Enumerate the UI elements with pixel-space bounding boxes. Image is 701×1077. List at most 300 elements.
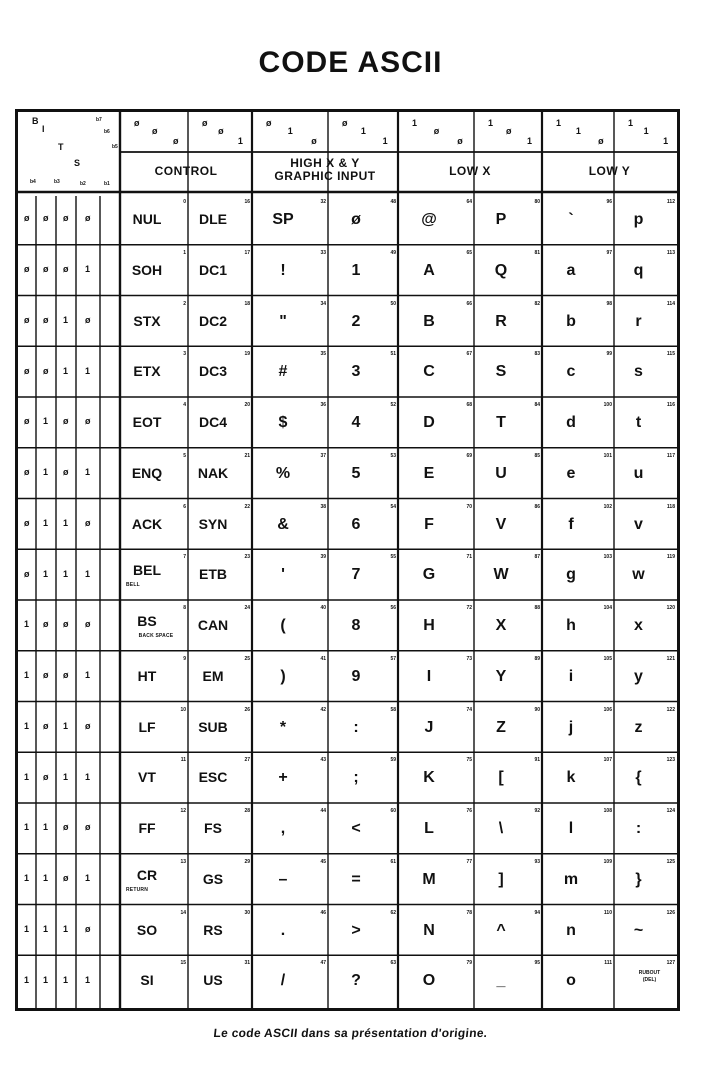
- column-bit: ø: [202, 118, 208, 128]
- character: L: [424, 820, 434, 837]
- character: \: [498, 820, 504, 837]
- column-bit: 1: [527, 136, 533, 146]
- character: &: [277, 515, 289, 533]
- decimal-code: 6: [183, 503, 186, 510]
- corner-bit-number: b6: [104, 129, 110, 135]
- row-bit: ø: [63, 467, 69, 478]
- decimal-code: 19: [244, 351, 250, 358]
- decimal-code: 95: [534, 960, 540, 967]
- row-bit: 1: [24, 771, 30, 782]
- control-code-description: RETURN: [126, 886, 149, 893]
- decimal-code: 30: [244, 909, 250, 916]
- column-bit: ø: [505, 126, 512, 136]
- character: X: [495, 617, 507, 634]
- character: <: [351, 820, 361, 837]
- control-code: EM: [202, 667, 224, 684]
- character: q: [633, 261, 644, 279]
- decimal-code: 69: [466, 452, 472, 459]
- control-code: FS: [204, 820, 222, 836]
- control-code: DC2: [198, 312, 227, 329]
- column-bit: 1: [663, 136, 669, 146]
- row-bit: ø: [24, 314, 30, 325]
- column-bit: ø: [457, 136, 463, 146]
- character: =: [351, 870, 361, 888]
- decimal-code: 98: [606, 300, 612, 307]
- decimal-code: 28: [244, 808, 250, 814]
- character: Q: [494, 261, 508, 279]
- character: ø: [351, 211, 361, 228]
- character: r: [635, 312, 642, 330]
- character: n: [566, 921, 576, 939]
- character: J: [424, 718, 434, 736]
- character: 8: [351, 617, 361, 634]
- character: *: [279, 718, 287, 736]
- decimal-code: 66: [466, 300, 472, 307]
- decimal-code: 115: [666, 351, 675, 358]
- character: b: [566, 312, 576, 330]
- control-code: US: [203, 972, 223, 989]
- decimal-code: 100: [603, 402, 612, 408]
- row-bit: 1: [63, 517, 69, 528]
- decimal-code: 105: [603, 655, 612, 662]
- decimal-code: 23: [244, 554, 250, 561]
- decimal-code: 72: [466, 605, 472, 611]
- character: ^: [496, 921, 506, 939]
- decimal-code: 83: [534, 351, 540, 358]
- decimal-code: 42: [320, 706, 326, 713]
- character-line: (DEL): [642, 977, 657, 984]
- control-code: CAN: [197, 617, 229, 633]
- group-label-2: [252, 157, 398, 183]
- column-bit: 1: [237, 136, 243, 146]
- decimal-code: 54: [390, 503, 396, 510]
- character: I: [426, 667, 432, 685]
- decimal-code: 11: [180, 757, 186, 764]
- character: [628, 971, 671, 985]
- decimal-code: 93: [534, 858, 540, 865]
- character: t: [635, 414, 642, 431]
- decimal-code: 59: [390, 757, 396, 764]
- character: }: [635, 870, 642, 888]
- control-code: DC1: [198, 261, 227, 278]
- control-code-description: BELL: [126, 582, 140, 589]
- row-bit: 1: [43, 568, 49, 579]
- decimal-code: 90: [534, 706, 540, 713]
- decimal-code: 107: [603, 757, 612, 764]
- decimal-code: 9: [183, 655, 186, 662]
- decimal-code: 18: [244, 300, 250, 307]
- control-code: DLE: [199, 211, 227, 227]
- decimal-code: 110: [603, 909, 612, 916]
- decimal-code: 43: [320, 757, 326, 764]
- decimal-code: 63: [390, 960, 396, 967]
- character: #: [278, 363, 288, 381]
- character: U: [495, 464, 507, 482]
- column-bit: ø: [342, 118, 348, 128]
- row-bit: ø: [63, 213, 69, 224]
- row-bit: ø: [85, 416, 91, 427]
- decimal-code: 25: [244, 655, 250, 662]
- character: [: [498, 769, 504, 787]
- character: m: [563, 870, 579, 888]
- row-bit: 1: [63, 974, 69, 985]
- character: R: [495, 312, 507, 330]
- row-bit: 1: [63, 314, 69, 325]
- decimal-code: 7: [183, 554, 186, 561]
- decimal-code: 40: [320, 605, 326, 611]
- row-bit: 1: [63, 771, 69, 782]
- group-label-1: [120, 165, 252, 178]
- decimal-code: 126: [666, 909, 675, 916]
- character: s: [634, 363, 643, 381]
- character: /: [280, 972, 286, 990]
- decimal-code: 34: [320, 300, 326, 307]
- character: o: [566, 972, 576, 990]
- decimal-code: 13: [180, 858, 186, 865]
- decimal-code: 64: [466, 199, 472, 205]
- column-bit: ø: [311, 136, 317, 146]
- character: x: [634, 617, 643, 634]
- character: 7: [351, 566, 361, 584]
- decimal-code: 106: [603, 706, 612, 713]
- row-bit: ø: [24, 568, 30, 579]
- decimal-code: 21: [244, 452, 250, 459]
- character: E: [423, 464, 435, 482]
- row-bit: ø: [43, 619, 49, 630]
- row-bit: ø: [85, 822, 91, 833]
- control-code: SYN: [198, 515, 228, 532]
- group-label-line: GRAPHIC INPUT: [274, 169, 376, 183]
- character: G: [422, 566, 436, 584]
- character: C: [423, 363, 435, 381]
- decimal-code: 60: [390, 808, 396, 814]
- character: c: [566, 363, 576, 381]
- character: M: [422, 870, 436, 888]
- column-bit: ø: [433, 126, 440, 136]
- character: >: [351, 921, 361, 939]
- row-bit: ø: [43, 314, 49, 325]
- character: a: [566, 261, 576, 279]
- decimal-code: 116: [666, 402, 675, 408]
- decimal-code: 75: [466, 757, 472, 764]
- control-code: STX: [133, 312, 161, 329]
- decimal-code: 27: [244, 757, 250, 764]
- decimal-code: 77: [466, 858, 472, 865]
- control-code: SOH: [131, 261, 163, 278]
- decimal-code: 29: [244, 858, 250, 865]
- decimal-code: 84: [534, 402, 540, 408]
- decimal-code: 57: [390, 655, 396, 662]
- decimal-code: 73: [466, 655, 472, 662]
- decimal-code: 79: [466, 960, 472, 967]
- row-bit: ø: [63, 264, 69, 275]
- decimal-code: 67: [466, 351, 472, 358]
- character: P: [495, 211, 507, 228]
- decimal-code: 35: [320, 351, 326, 358]
- decimal-code: 112: [666, 199, 675, 205]
- control-code: LF: [138, 718, 156, 735]
- row-bit: ø: [63, 619, 69, 630]
- decimal-code: 109: [603, 858, 612, 865]
- corner-letter: T: [58, 142, 64, 152]
- decimal-code: 96: [606, 199, 612, 205]
- decimal-code: 89: [534, 655, 540, 662]
- row-bit: 1: [43, 974, 49, 985]
- control-code: EOT: [132, 414, 162, 430]
- row-bit: ø: [24, 365, 30, 376]
- decimal-code: 74: [466, 706, 472, 713]
- decimal-code: 8: [183, 605, 186, 611]
- column-bit: 1: [575, 126, 581, 136]
- decimal-code: 104: [603, 605, 612, 611]
- character: 4: [351, 414, 361, 431]
- decimal-code: 87: [534, 554, 540, 561]
- corner-bit-number: b7: [96, 117, 102, 123]
- decimal-code: 33: [320, 249, 326, 256]
- decimal-code: 20: [244, 402, 250, 408]
- control-code: SUB: [198, 718, 228, 735]
- decimal-code: 68: [466, 402, 472, 408]
- control-code: CR: [136, 866, 158, 883]
- character: V: [495, 515, 507, 533]
- decimal-code: 15: [180, 960, 186, 967]
- corner-bit-number: b5: [112, 144, 118, 150]
- corner-letter: S: [74, 158, 81, 168]
- decimal-code: 36: [320, 402, 326, 408]
- decimal-code: 1: [183, 249, 186, 256]
- column-bit: ø: [151, 126, 158, 136]
- row-bit: 1: [85, 568, 91, 579]
- character: ": [279, 312, 287, 330]
- control-code: VT: [138, 769, 156, 786]
- character: O: [422, 972, 436, 990]
- character: u: [633, 464, 644, 482]
- decimal-code: 88: [534, 605, 540, 611]
- row-bit: 1: [24, 822, 30, 833]
- decimal-code: 80: [534, 199, 540, 205]
- character: T: [496, 414, 506, 431]
- character: 3: [351, 363, 361, 381]
- row-bit: 1: [43, 416, 49, 427]
- character: h: [566, 617, 576, 634]
- character-line: RUBOUT: [638, 970, 661, 977]
- control-code: BS: [137, 613, 157, 629]
- control-code: BEL: [133, 562, 161, 579]
- decimal-code: 91: [534, 757, 540, 764]
- decimal-code: 24: [244, 605, 250, 611]
- row-bit: ø: [24, 213, 30, 224]
- decimal-code: 37: [320, 452, 326, 459]
- decimal-code: 65: [466, 249, 472, 256]
- control-code: SO: [136, 921, 158, 938]
- character: @: [421, 211, 437, 228]
- row-bit: 1: [43, 873, 49, 884]
- control-code: ESC: [198, 769, 228, 786]
- row-bit: 1: [24, 670, 30, 681]
- decimal-code: 111: [604, 960, 612, 967]
- row-bit: 1: [43, 467, 49, 478]
- column-bit: 1: [556, 118, 562, 128]
- character: N: [423, 921, 435, 939]
- row-bit: ø: [43, 720, 49, 731]
- decimal-code: 102: [603, 503, 612, 510]
- character: :: [353, 718, 359, 736]
- row-bit: 1: [85, 365, 91, 376]
- character: –: [278, 870, 288, 888]
- character: j: [568, 718, 574, 736]
- decimal-code: 14: [180, 909, 186, 916]
- decimal-code: 22: [244, 503, 250, 510]
- character: B: [423, 312, 435, 330]
- control-code: FF: [138, 820, 156, 836]
- decimal-code: 61: [390, 858, 396, 865]
- decimal-code: 82: [534, 300, 540, 307]
- ascii-table: [15, 109, 680, 1011]
- control-code: NUL: [132, 211, 162, 227]
- decimal-code: 121: [666, 655, 675, 662]
- decimal-code: 103: [603, 554, 612, 561]
- character: e: [566, 464, 576, 482]
- column-bit: 1: [360, 126, 366, 136]
- decimal-code: 31: [244, 960, 250, 967]
- character: ;: [353, 769, 359, 787]
- row-bit: 1: [85, 264, 91, 275]
- corner-letter: B: [32, 116, 39, 126]
- character: ,: [280, 820, 286, 837]
- character: `: [568, 211, 574, 228]
- group-label-line: LOW Y: [588, 164, 631, 178]
- decimal-code: 51: [390, 351, 396, 358]
- character: y: [634, 667, 643, 685]
- row-bit: ø: [43, 670, 49, 681]
- character: w: [632, 566, 645, 584]
- row-bit: 1: [24, 619, 30, 630]
- column-bit: ø: [173, 136, 179, 146]
- row-bit: 1: [63, 365, 69, 376]
- decimal-code: 47: [320, 960, 326, 967]
- character: 9: [351, 667, 361, 685]
- character: ?: [351, 972, 361, 990]
- decimal-code: 3: [183, 351, 186, 358]
- row-bit: 1: [24, 923, 30, 934]
- character: 2: [351, 312, 361, 330]
- character: _: [496, 972, 506, 990]
- column-bit: 1: [488, 118, 494, 128]
- decimal-code: 45: [320, 858, 326, 865]
- character: z: [634, 718, 643, 736]
- decimal-code: 26: [244, 706, 250, 713]
- column-bit: 1: [412, 118, 418, 128]
- row-bit: ø: [63, 822, 69, 833]
- row-bit: ø: [85, 720, 91, 731]
- corner-bit-number: b2: [80, 181, 86, 187]
- row-bit: ø: [85, 923, 91, 934]
- decimal-code: 32: [320, 199, 326, 205]
- decimal-code: 125: [666, 858, 675, 865]
- group-label-line: HIGH X & Y: [290, 156, 360, 170]
- decimal-code: 86: [534, 503, 540, 510]
- decimal-code: 4: [183, 402, 186, 408]
- column-bit: ø: [598, 136, 604, 146]
- decimal-code: 97: [606, 249, 612, 256]
- row-bit: ø: [85, 314, 91, 325]
- character: p: [633, 211, 644, 228]
- decimal-code: 117: [666, 452, 675, 459]
- decimal-code: 76: [466, 808, 472, 814]
- decimal-code: 124: [666, 808, 675, 814]
- character: v: [634, 515, 643, 533]
- character: k: [566, 769, 576, 787]
- decimal-code: 5: [183, 452, 186, 459]
- decimal-code: 99: [606, 351, 612, 358]
- row-bit: 1: [43, 822, 49, 833]
- control-code: ENQ: [131, 464, 163, 481]
- decimal-code: 127: [666, 960, 675, 967]
- character: ': [281, 566, 285, 584]
- row-bit: ø: [24, 467, 30, 478]
- row-bit: ø: [24, 416, 30, 427]
- character: f: [568, 515, 574, 533]
- character: 5: [351, 464, 361, 482]
- decimal-code: 52: [390, 402, 396, 408]
- decimal-code: 10: [180, 706, 186, 713]
- row-bit: ø: [63, 670, 69, 681]
- row-bit: 1: [63, 720, 69, 731]
- row-bit: 1: [85, 670, 91, 681]
- row-bit: 1: [85, 771, 91, 782]
- row-bit: 1: [85, 873, 91, 884]
- row-bit: 1: [63, 923, 69, 934]
- character: (: [280, 617, 286, 634]
- character: ~: [633, 921, 644, 939]
- row-bit: ø: [85, 517, 91, 528]
- character: d: [566, 414, 576, 431]
- character: D: [423, 414, 435, 431]
- decimal-code: 114: [666, 300, 675, 307]
- character: K: [423, 769, 435, 787]
- group-label-3: [398, 165, 542, 178]
- decimal-code: 0: [183, 199, 186, 205]
- decimal-code: 101: [603, 452, 612, 459]
- column-bit: 1: [643, 126, 649, 136]
- decimal-code: 58: [390, 706, 396, 713]
- decimal-code: 12: [180, 808, 186, 814]
- control-code: DC4: [198, 414, 227, 430]
- row-bit: 1: [85, 974, 91, 985]
- column-bit: 1: [628, 118, 634, 128]
- decimal-code: 71: [466, 554, 472, 561]
- row-bit: 1: [43, 517, 49, 528]
- decimal-code: 70: [466, 503, 472, 510]
- decimal-code: 56: [390, 605, 396, 611]
- decimal-code: 123: [666, 757, 675, 764]
- decimal-code: 17: [244, 249, 250, 256]
- character: :: [635, 820, 642, 837]
- row-bit: ø: [24, 264, 30, 275]
- decimal-code: 49: [390, 249, 396, 256]
- control-code: SI: [140, 972, 154, 989]
- character: ]: [498, 870, 504, 888]
- decimal-code: 39: [320, 554, 326, 561]
- group-label-line: CONTROL: [154, 164, 218, 178]
- decimal-code: 55: [390, 554, 396, 561]
- decimal-code: 78: [466, 909, 472, 916]
- row-bit: 1: [24, 873, 30, 884]
- character: g: [566, 566, 576, 584]
- row-bit: 1: [85, 467, 91, 478]
- character: !: [280, 261, 286, 279]
- corner-bit-number: b3: [54, 179, 60, 185]
